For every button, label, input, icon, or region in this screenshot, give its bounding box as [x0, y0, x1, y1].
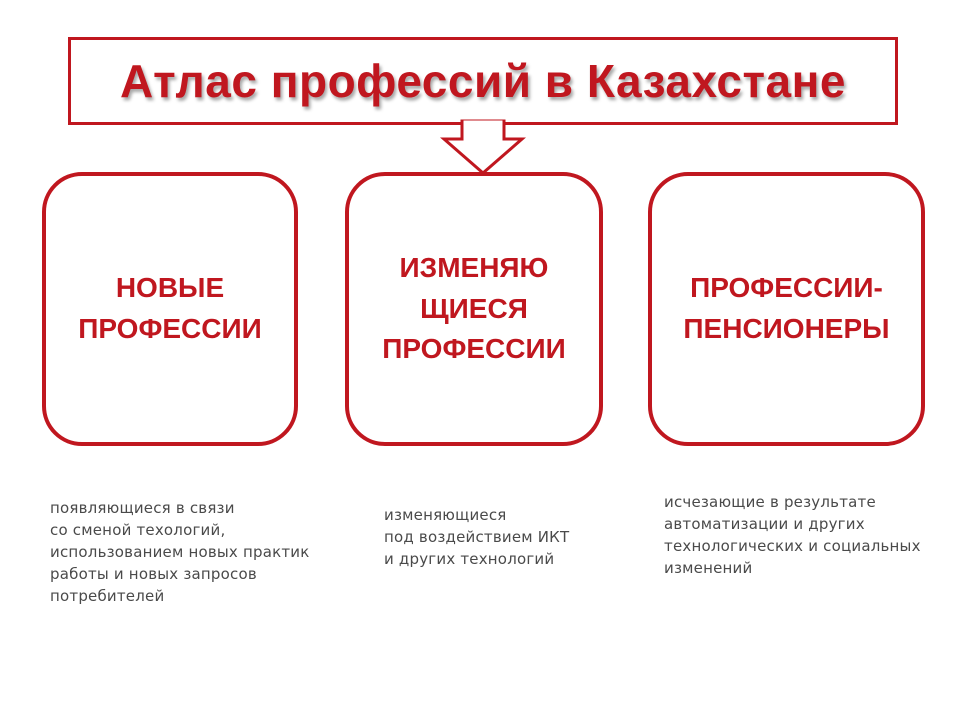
title-box: [68, 37, 898, 125]
card-new-professions: [42, 172, 298, 446]
card-changing-professions: [345, 172, 603, 446]
page-title: Атлас профессий в Казахстане: [120, 55, 846, 107]
card-label: ПРОФЕССИИ- ПЕНСИОНЕРЫ: [683, 272, 890, 344]
down-arrow-icon: [442, 121, 524, 175]
card-label: ИЗМЕНЯЮ ЩИЕСЯ ПРОФЕССИИ: [382, 252, 566, 365]
card-description: появляющиеся в связи со сменой техологий, использованием новых практик работы и новых запросов потребителей: [50, 499, 310, 605]
card-label: НОВЫЕ ПРОФЕССИИ: [78, 272, 262, 344]
card-description: изменяющиеся под воздействием ИКТ и других технологий: [384, 506, 570, 568]
card-description: исчезающие в результате автоматизации и других технологических и социальных изменений: [664, 493, 921, 577]
card-retiring-professions: [648, 172, 925, 446]
